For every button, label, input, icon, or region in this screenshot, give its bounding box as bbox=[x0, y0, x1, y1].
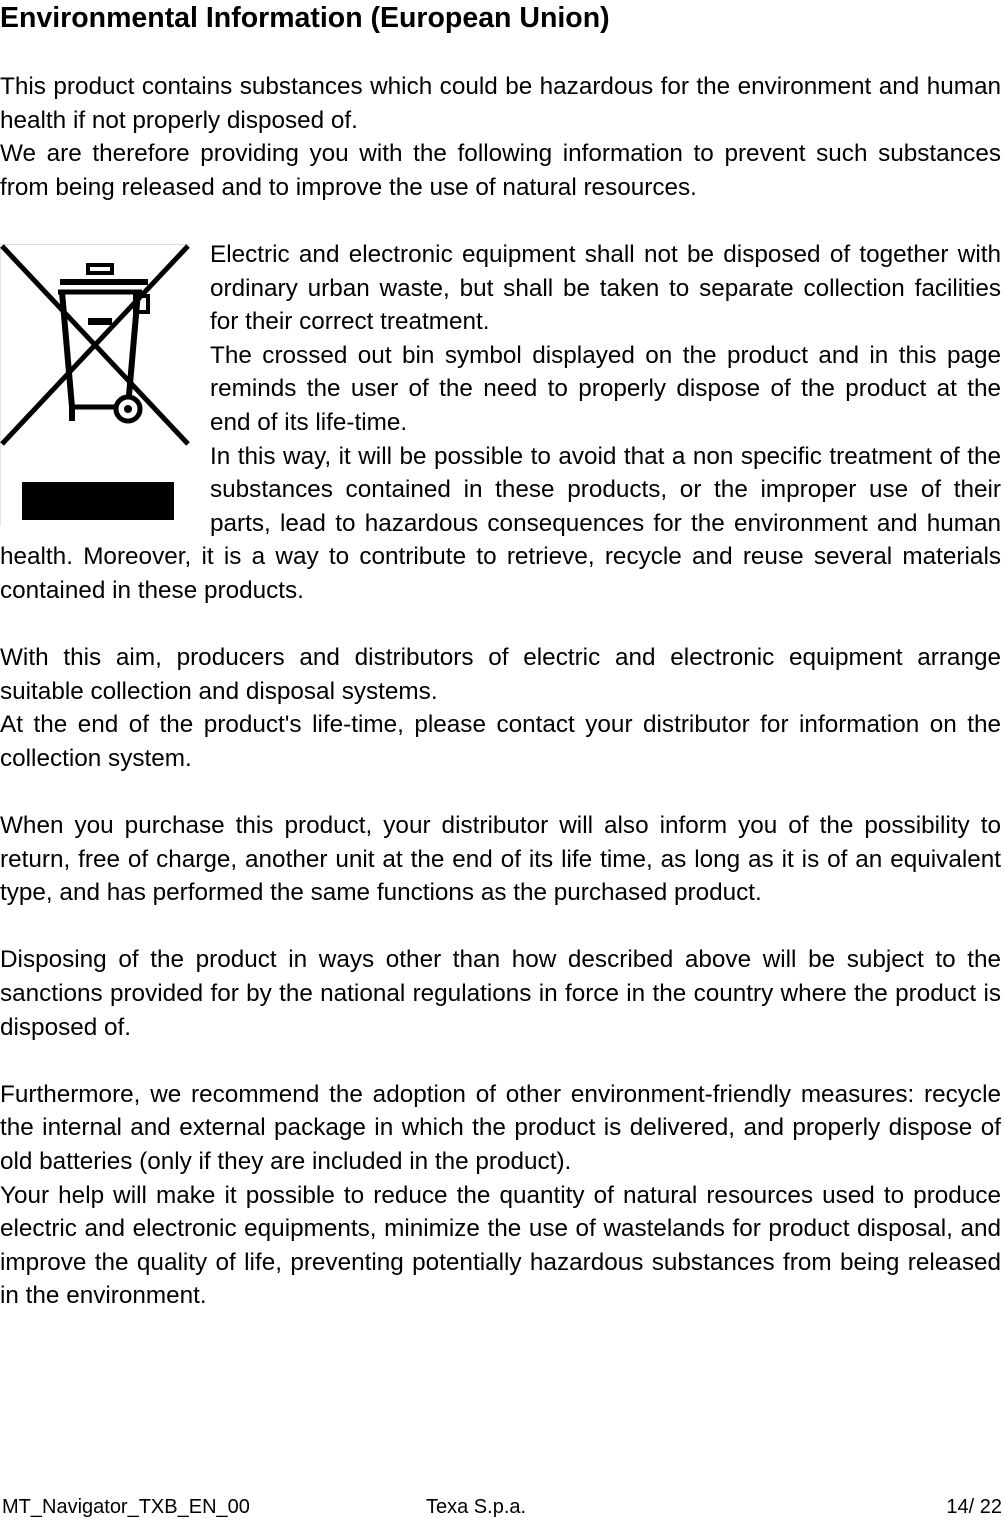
take-back-paragraph: When you purchase this product, your distributor will also inform you of the possibility to return, free of charge, another unit at the end of its life time, as long as it is of an equivalent type, and has performed the same functions as the purchased product. bbox=[0, 812, 1001, 907]
weee-paragraph-2: The crossed out bin symbol displayed on the product and in this page reminds the user of the need to properly dispose of the product at the end of its life-time. bbox=[210, 341, 1001, 436]
weee-paragraph-3: In this way, it will be possible to avoid that a non specific treatment of the substances contained in these products, or the improper use of their parts, lead to hazardous consequences for the environment and human health. Moreover, it is a way to contribute to retrieve, recycle and reuse several materials contained in these products. bbox=[0, 442, 1001, 604]
paragraph-spacer bbox=[0, 775, 1001, 809]
footer-page-number: 14/ 22 bbox=[946, 1496, 1002, 1518]
measures-paragraph-2: Your help will make it possible to reduce the quantity of natural resources used to produce electric and electronic equipments, minimize the use of wastelands for product disposal, and improve the quality of life, preventing potentially hazardous substances from being released in the environment. bbox=[0, 1181, 1001, 1310]
sanctions-paragraph: Disposing of the product in ways other than how described above will be subject to the sanctions provided for by the national regulations in force in the country where the product is disposed of. bbox=[0, 946, 1001, 1041]
footer-document-code: MT_Navigator_TXB_EN_00 bbox=[2, 1496, 250, 1518]
document-body bbox=[0, 70, 1001, 1313]
collection-paragraph-2: At the end of the product's life-time, please contact your distributor for information on the collection system. bbox=[0, 711, 1001, 772]
collection-paragraph-1: With this aim, producers and distributors of electric and electronic equipment arrange suitable collection and disposal systems. bbox=[0, 644, 1001, 705]
paragraph-spacer bbox=[0, 1044, 1001, 1078]
paragraph-spacer bbox=[0, 910, 1001, 944]
paragraph-spacer bbox=[0, 204, 1001, 238]
weee-paragraph-1: Electric and electronic equipment shall not be disposed of together with ordinary urban waste, but shall be taken to separate collection facilities for their correct treatment. bbox=[210, 240, 1001, 336]
crossed-out-wheelie-bin-icon bbox=[0, 244, 190, 526]
intro-paragraph-2: We are therefore providing you with the following information to prevent such substances from being released and to improve the use of natural resources. bbox=[0, 140, 1001, 201]
paragraph-spacer bbox=[0, 608, 1001, 642]
intro-paragraph-1: This product contains substances which could be hazardous for the environment and human health if not properly disposed of. bbox=[0, 73, 1001, 134]
page-title: Environmental Information (European Union) bbox=[0, 2, 610, 34]
page-footer bbox=[0, 1494, 1004, 1520]
footer-company-name: Texa S.p.a. bbox=[426, 1496, 527, 1518]
measures-paragraph-1: Furthermore, we recommend the adoption of other environment-friendly measures: recycle the internal and external package in which the product is delivered, and properly dispose of old batteries (only if they are included in the product). bbox=[0, 1080, 1001, 1175]
